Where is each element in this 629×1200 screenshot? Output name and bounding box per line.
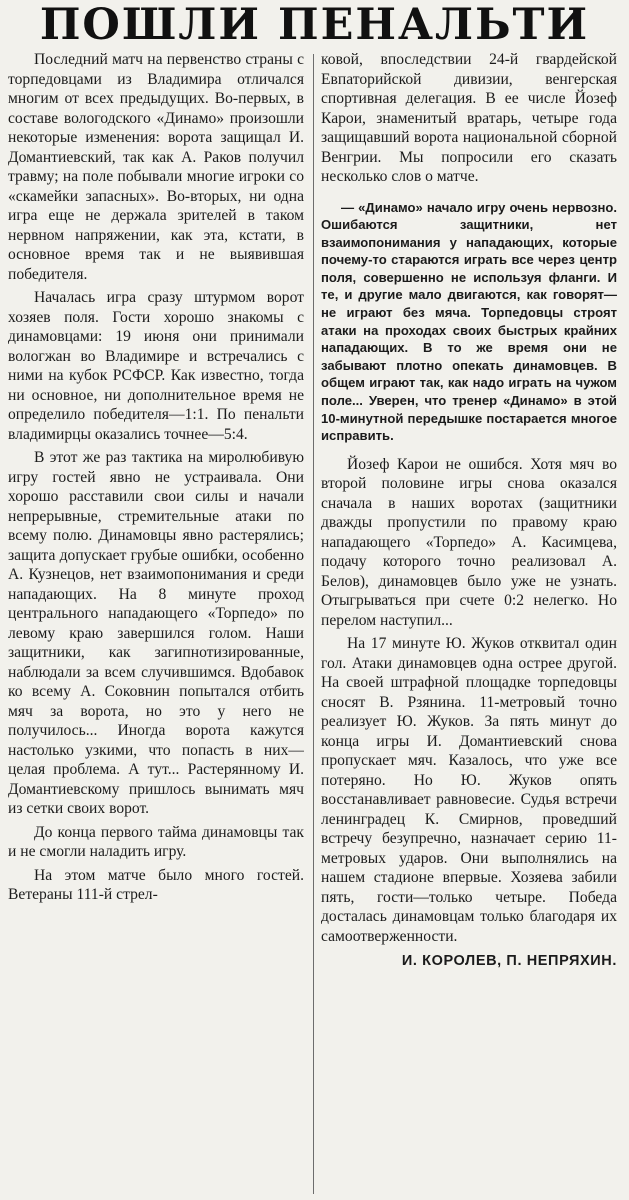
paragraph: На этом матче было много гостей. Ветераны 111-й стрел- [8, 866, 304, 903]
paragraph: До конца первого тайма динамовцы так и не смогли наладить игру. [8, 823, 304, 860]
paragraph: Йозеф Карои не ошибся. Хотя мяч во второй половине игры снова оказался сначала в наших воротах (защитники дважды пропустили по правому краю нападающего «Торпедо» А. Касимцева, подачу которого точно реализовал А. Белов), динамовцев было уже не узнать. Отыгрываться при счете 0:2 нелегко. Но перелом наступил... [321, 455, 617, 629]
author-signature: И. КОРОЛЕВ, П. НЕПРЯХИН. [401, 953, 617, 970]
paragraph-continued: ковой, впоследствии 24-й гвардейской Евпаторийской дивизии, венгерская спортивная делегация. В ее числе Йозеф Карои, знаменитый вратарь, четыре года защищавший ворота национальной сборной Венгрии. Мы попросили его сказать несколько слов о матче. [321, 51, 617, 185]
left-column [8, 50, 304, 1200]
paragraph: Началась игра сразу штурмом ворот хозяев поля. Гости хорошо знакомы с динамовцами: 19 июня они принимали вологжан во Владимире и встречались с ними на кубок РСФСР. Как известно, тогда ни основное, ни дополнительное время не определило победителя—1:1. По пенальти владимирцы оказались точнее—5:4. [8, 289, 304, 443]
paragraph: В этот же раз тактика на миролюбивую игру гостей явно не устраивала. Они хорошо расставили свои силы и начали непрерывные, стремительные атаки по всему полю. Динамовцы явно растерялись; защита допускает грубые ошибки, особенно А. Кузнецов, нет взаимопонимания и среди нападающих. На 8 минуте проход центрального нападающего «Торпедо» по левому краю завершился голом. Наши защитники, как загипнотизированные, наблюдали за всем случившимся. Вдобавок ко всему А. Соковнин попытался отбить мяч за ворота, но это у него не получилось... Иногда ворота кажутся настолько узкими, что попасть в них—целая проблема. А тут... Растерянному И. Домантиевскому пришлось вынимать мяч из сетки своих ворот. [8, 449, 304, 817]
right-column [321, 50, 617, 1200]
paragraph: Последний матч на первенство страны с торпедовцами из Владимира отличался многим от всех предыдущих. Во-первых, в составе вологодского «Динамо» произошли некоторые изменения: ворота защищал И. Домантиевский, так как А. Раков получил травму; на поле побывали многие игроки со «скамейки запасных». Во-вторых, ни одна игра еще не держала зрителей в таком нервном напряжении, как эта, кстати, в основное время так и не выявившая победителя. [8, 51, 304, 283]
paragraph: На 17 минуте Ю. Жуков отквитал один гол. Атаки динамовцев одна острее другой. На своей штрафной площадке торпедовцы сносят В. Рзянина. 11-метровый точно реализует Ю. Жуков. За пять минут до конца игры И. Домантиевский снова пропускает мяч. Казалось, что уже все потеряно. Но Ю. Жуков опять восстанавливает равновесие. Судья встречи ленинградец К. Смирнов, проведший встречу безупречно, назначает серию 11-метровых ударов. Они выполнялись на нашем стадионе впервые. Хозяева забили пять, гости—только четыре. Победа досталась динамовцам только благодаря их самоотверженности. [321, 635, 617, 945]
quote-text: — «Динамо» начало игру очень нервозно. Ошибаются защитники, нет взаимопонимания у нападающих, которые почему-то стараются играть все через центр поля, совершенно не используя фланги. И те, и другие мало двигаются, как говорят—не играют без мяча. Торпедовцы строят атаки на проходах своих быстрых крайних нападающих. В то же время они не забывают плотно опекать динамовцев. В общем играют так, как надо играть на чужом поле... Уверен, что тренер «Динамо» в этой 10-минутной передышке постарается многое исправить. [321, 199, 617, 444]
column-divider [313, 54, 314, 1194]
article-headline: ПОШЛИ ПЕНАЛЬТИ [39, 0, 590, 50]
interview-quote [321, 199, 617, 445]
